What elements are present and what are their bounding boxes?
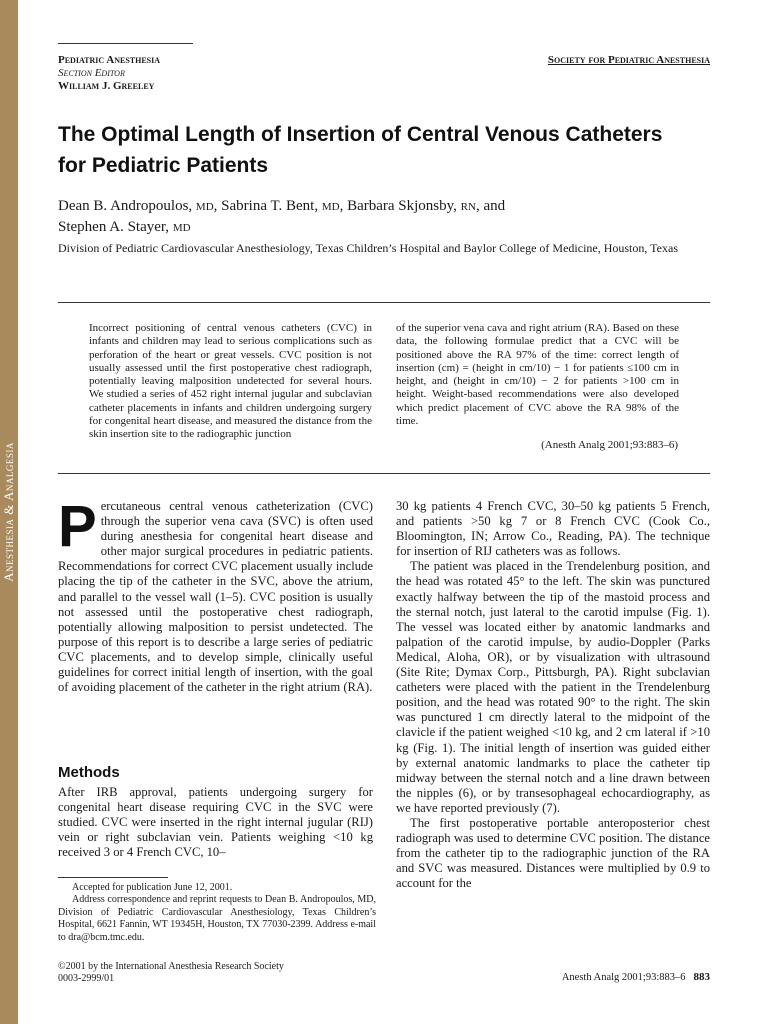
editor-name: William J. Greeley xyxy=(58,80,155,92)
title-line-1: The Optimal Length of Insertion of Central Venous Catheters xyxy=(58,123,663,146)
footnote xyxy=(58,882,376,944)
author-2: , Sabrina T. Bent, xyxy=(213,198,319,214)
footnote-accepted: Accepted for publication June 12, 2001. xyxy=(72,882,233,893)
right-paragraph-1: 30 kg patients 4 French CVC, 30–50 kg patients 5 French, and patients >50 kg 7 or 8 French CVC (Cook Co., Bloomington, IN; Arrow Co., Reading, PA). The technique for insertion of RIJ catheters was as follows. xyxy=(396,499,710,559)
footer-citation: Anesth Analg 2001;93:883–6 xyxy=(561,972,686,983)
methods-paragraph: After IRB approval, patients undergoing surgery for congenital heart disease requiring CVC in the SVC were studied. CVC were inserted in the right internal jugular (RIJ) vein or right subclavian vein. Patients weighing <10 kg received 3 or 4 French CVC, 10– xyxy=(58,785,373,860)
author-1: Dean B. Andropoulos, xyxy=(58,198,193,214)
article-title xyxy=(58,119,738,181)
author-3-degree: RN xyxy=(460,201,476,213)
title-line-2: for Pediatric Patients xyxy=(58,154,269,177)
author-4: Stephen A. Stayer, xyxy=(58,219,170,235)
author-3: , Barbara Skjonsby, xyxy=(339,198,457,214)
author-list xyxy=(58,196,718,238)
author-sep: , and xyxy=(475,198,506,214)
page-number: 883 xyxy=(693,971,710,983)
editor-role: Section Editor xyxy=(58,67,125,79)
affiliation: Division of Pediatric Cardiovascular Anesthesiology, Texas Children’s Hospital and Baylor College of Medicine, Houston, Texas xyxy=(58,241,678,255)
abstract-bottom-rule xyxy=(58,473,710,474)
abstract-citation: (Anesth Analg 2001;93:883–6) xyxy=(541,439,678,451)
copyright-block xyxy=(58,961,284,985)
section-header xyxy=(58,54,160,93)
author-1-degree: MD xyxy=(195,201,214,213)
footnote-address: Address correspondence and reprint requests to Dean B. Andropoulos, MD, Division of Pediatric Cardiovascular Anesthesiology, Texas Children’s Hospital, 6621 Fannin, WT 19345H, Houston, TX 77030-2399. Address e-mail to dra@bcm.tmc.edu. xyxy=(58,894,376,943)
abstract-left: Incorrect positioning of central venous catheters (CVC) in infants and children may lead to serious complications such as perforation of the heart or great vessels. CVC position is not usually assessed until the first postoperative chest radiograph, potentially leaving malposition undetected for several hours. We studied a series of 452 right internal jugular and subclavian catheter placements in infants and children undergoing surgery for congenital heart disease, and measured the distance from the skin insertion site to the radiographic junction xyxy=(89,322,372,441)
methods-column xyxy=(58,785,373,860)
author-4-degree: MD xyxy=(172,222,191,234)
methods-heading: Methods xyxy=(58,764,120,781)
footnote-rule xyxy=(58,877,168,878)
author-2-degree: MD xyxy=(321,201,340,213)
copyright: ©2001 by the International Anesthesia Research Society xyxy=(58,961,284,972)
intro-text: ercutaneous central venous catheterization (CVC) through the superior vena cava (SVC) is often used during anesthesia for congenital heart disease and other major surgical procedures in pediatric patients. Recommendations for correct CVC placement usually include placing the tip of the catheter in the SVC, above the atrium, and parallel to the vessel wall (1–5). CVC position is usually not assessed until the postoperative chest radiograph, potentially allowing malposition to persist undetected. The purpose of this report is to describe a large series of pediatric CVC placements, and to develop simple, clinically useful guidelines for correct initial length of insertion, with the goal of avoiding placement of the catheter in the right atrium (RA). xyxy=(58,499,373,695)
abstract-top-rule xyxy=(58,302,710,303)
right-column xyxy=(396,499,710,891)
abstract-right: of the superior vena cava and right atrium (RA). Based on these data, the following formulae predict that a CVC will be positioned above the RA 97% of the time: correct length of insertion (cm) = (height in cm/10) − 1 for patients ≤100 cm in height, and (height in cm/10) − 2 for patients >100 cm in height. Weight-based recommendations were also developed which predict placement of CVC above the RA 98% of the time. xyxy=(396,322,679,428)
right-paragraph-2: The patient was placed in the Trendelenburg position, and the head was rotated 45° to the left. The skin was punctured exactly halfway between the tip of the mastoid process and the sternal notch, just lateral to the carotid impulse (Fig. 1). The vessel was located either by anatomic landmarks and palpation of the carotid impulse, by audio-Doppler (Parks Medical, Aloha, OR), or by visualization with ultrasound (Site Rite; Dymax Corp., Pittsburgh, PA). Right subclavian catheters were placed with the patient in the Trendelenburg position, and the head was rotated 90° to the right. The skin was punctured 1 cm directly lateral to the midpoint of the clavicle if the patient weighed <10 kg, and 2 cm lateral if >10 kg (Fig. 1). The initial length of insertion was guided either by external anatomic landmarks to place the catheter tip midway between the sternal notch and a line drawn between the nipples (6), or by transesophageal echocardiography, as we have reported previously (7). xyxy=(396,559,710,815)
issn: 0003-2999/01 xyxy=(58,973,115,984)
intro-paragraph xyxy=(58,494,373,695)
drop-cap: P xyxy=(58,494,97,559)
society-name: Society for Pediatric Anesthesia xyxy=(547,54,710,66)
journal-name: Anesthesia & Analgesia xyxy=(1,442,16,582)
right-paragraph-3: The first postoperative portable anteroposterior chest radiograph was used to determine CVC position. The distance from the catheter tip to the radiographic junction of the RA and SVC was measured. Distances were multiplied by 0.9 to account for the xyxy=(396,815,710,891)
header-rule xyxy=(58,43,193,44)
intro-column xyxy=(58,494,373,695)
page-footer xyxy=(562,971,710,983)
journal-sidebar xyxy=(0,0,18,1024)
section-name: Pediatric Anesthesia xyxy=(58,54,161,66)
